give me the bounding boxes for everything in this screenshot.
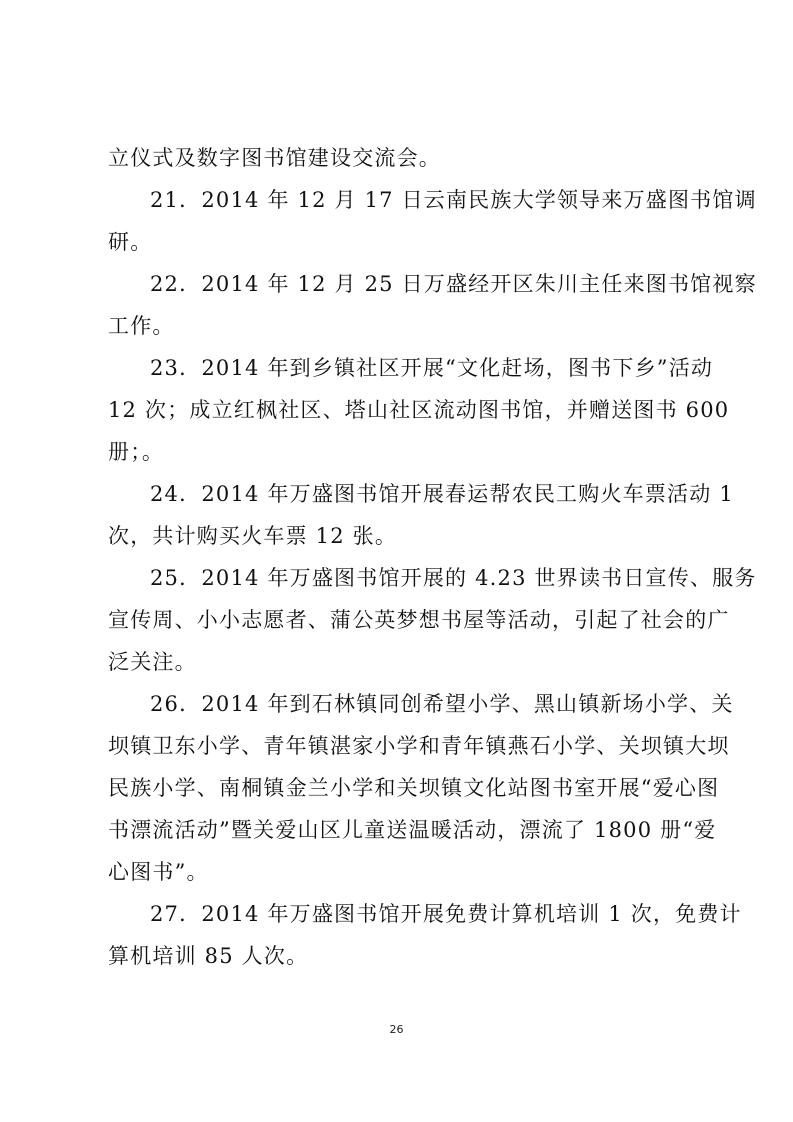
paragraph-line: 21．2014 年 12 月 17 日云南民族大学领导来万盛图书馆调 bbox=[150, 188, 757, 212]
list-item-23 bbox=[108, 347, 730, 473]
paragraph-line: 25．2014 年万盛图书馆开展的 4.23 世界读书日宣传、服务 bbox=[150, 566, 757, 590]
paragraph-line: 22．2014 年 12 月 25 日万盛经开区朱川主任来图书馆视察 bbox=[150, 272, 757, 296]
paragraph-line: 算机培训 85 人次。 bbox=[108, 944, 309, 968]
list-item-24 bbox=[108, 473, 734, 557]
paragraph-line: 泛关注。 bbox=[108, 650, 197, 674]
page-number: 26 bbox=[389, 1023, 404, 1036]
paragraph-line: 次，共计购买火车票 12 张。 bbox=[108, 524, 398, 548]
paragraph-line: 工作。 bbox=[108, 314, 175, 338]
paragraph-line: 24．2014 年万盛图书馆开展春运帮农民工购火车票活动 1 bbox=[150, 482, 734, 506]
list-item-25 bbox=[108, 557, 757, 683]
paragraph-line: 12 次；成立红枫社区、塔山社区流动图书馆，并赠送图书 600 bbox=[108, 398, 730, 422]
list-item-27 bbox=[108, 893, 742, 977]
paragraph-line: 心图书”。 bbox=[108, 860, 209, 884]
paragraph-line: 册；。 bbox=[108, 440, 165, 464]
list-item-26 bbox=[108, 683, 734, 893]
document-body bbox=[108, 137, 757, 977]
paragraph-line: 27．2014 年万盛图书馆开展免费计算机培训 1 次，免费计 bbox=[150, 902, 742, 926]
list-item-22 bbox=[108, 263, 757, 347]
paragraph-line: 立仪式及数字图书馆建设交流会。 bbox=[108, 146, 441, 170]
paragraph-line: 民族小学、南桐镇金兰小学和关坝镇文化站图书室开展“爱心图 bbox=[108, 776, 720, 800]
paragraph-line: 23．2014 年到乡镇社区开展“文化赶场，图书下乡”活动 bbox=[150, 356, 714, 380]
paragraph-line: 26．2014 年到石林镇同创希望小学、黑山镇新场小学、关 bbox=[150, 692, 734, 716]
paragraph-line: 坝镇卫东小学、青年镇湛家小学和青年镇燕石小学、关坝镇大坝 bbox=[108, 734, 730, 758]
paragraph-line: 研。 bbox=[108, 230, 153, 254]
list-item-21 bbox=[108, 179, 757, 263]
paragraph-line: 书漂流活动”暨关爱山区儿童送温暖活动，漂流了 1800 册“爱 bbox=[108, 818, 717, 842]
paragraph-line: 宣传周、小小志愿者、蒲公英梦想书屋等活动，引起了社会的广 bbox=[108, 608, 730, 632]
continuation-paragraph bbox=[108, 137, 696, 179]
